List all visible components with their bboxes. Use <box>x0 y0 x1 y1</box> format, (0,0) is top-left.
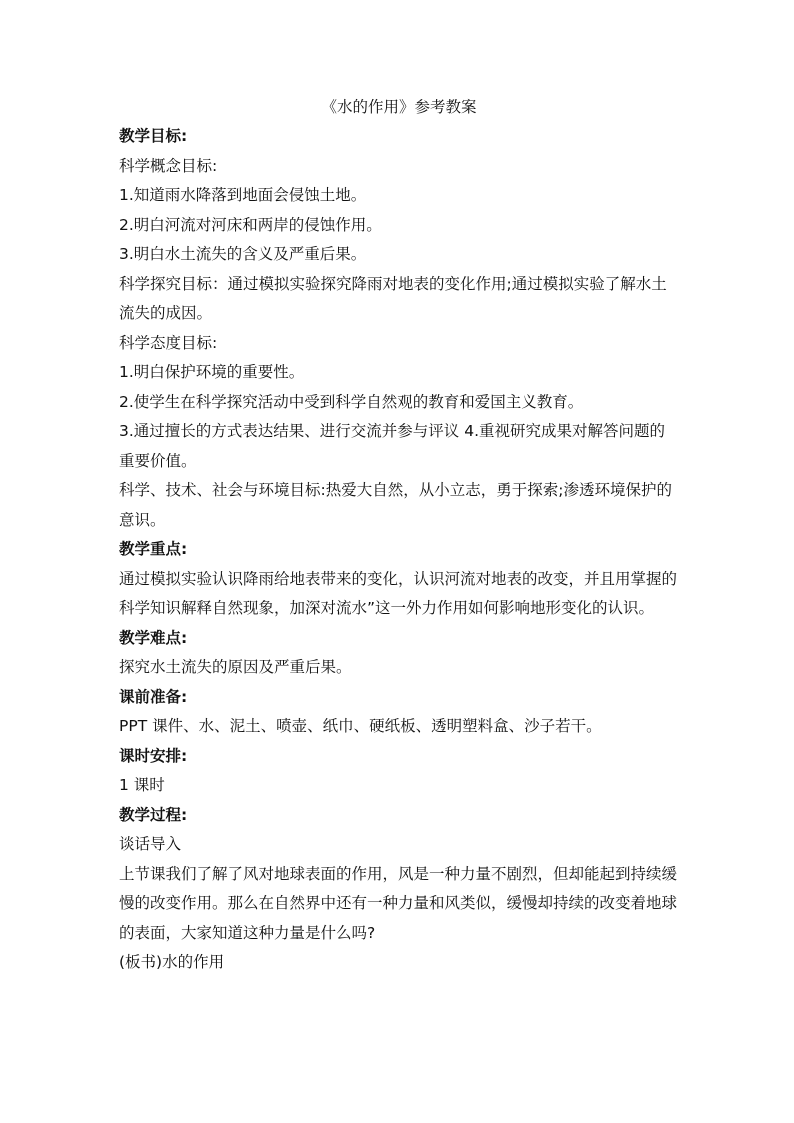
paragraph: 1.明白保护环境的重要性。 <box>119 363 305 381</box>
section-heading-goals: 教学目标: <box>119 127 188 145</box>
paragraph: 3.通过擅长的方式表达结果、进行交流并参与评议 4.重视研究成果对解答问题的重要价值。 <box>119 422 666 470</box>
paragraph: (板书)水的作用 <box>119 953 225 971</box>
document-title: 《水的作用》参考教案 <box>321 98 477 116</box>
paragraph: 2.明白河流对河床和两岸的侵蚀作用。 <box>119 215 382 234</box>
section-heading-key-points: 教学重点: <box>119 540 188 558</box>
section-heading-preparation: 课前准备: <box>119 687 188 706</box>
paragraph: 3.明白水土流失的含义及严重后果。 <box>119 245 367 263</box>
paragraph: 探究水土流失的原因及严重后果。 <box>119 658 352 676</box>
paragraph: 科学、技术、社会与环境目标:热爱大自然，从小立志，勇于探索;渗透环境保护的意识。 <box>119 481 672 529</box>
paragraph: 上节课我们了解了风对地球表面的作用，风是一种力量不剧烈，但却能起到持续缓慢的改变作用。那么在自然界中还有一种力量和风类似，缓慢却持续的改变着地球的表面，大家知道这种力量是什么吗? <box>119 864 678 942</box>
section-heading-process: 教学过程: <box>119 805 188 824</box>
paragraph: 科学概念目标: <box>119 156 218 175</box>
paragraph: 1.知道雨水降落到地面会侵蚀土地。 <box>119 186 367 204</box>
paragraph: 科学探究目标：通过模拟实验探究降雨对地表的变化作用;通过模拟实验了解水土流失的成因。 <box>119 274 667 322</box>
paragraph: 谈话导入 <box>119 835 182 853</box>
paragraph: 2.使学生在科学探究活动中受到科学自然观的教育和爱国主义教育。 <box>119 392 584 411</box>
paragraph: 通过模拟实验认识降雨给地表带来的变化，认识河流对地表的改变，并且用掌握的科学知识解释自然现象，加深对流水”这一外力作用如何影响地形变化的认识。 <box>119 569 678 617</box>
document-page <box>119 92 679 978</box>
paragraph: PPT 课件、水、泥土、喷壶、纸巾、硬纸板、透明塑料盒、沙子若干。 <box>119 717 602 735</box>
section-heading-schedule: 课时安排: <box>119 746 188 765</box>
paragraph: 科学态度目标: <box>119 333 218 352</box>
section-heading-difficulties: 教学难点: <box>119 628 188 647</box>
paragraph: 1 课时 <box>119 776 165 794</box>
